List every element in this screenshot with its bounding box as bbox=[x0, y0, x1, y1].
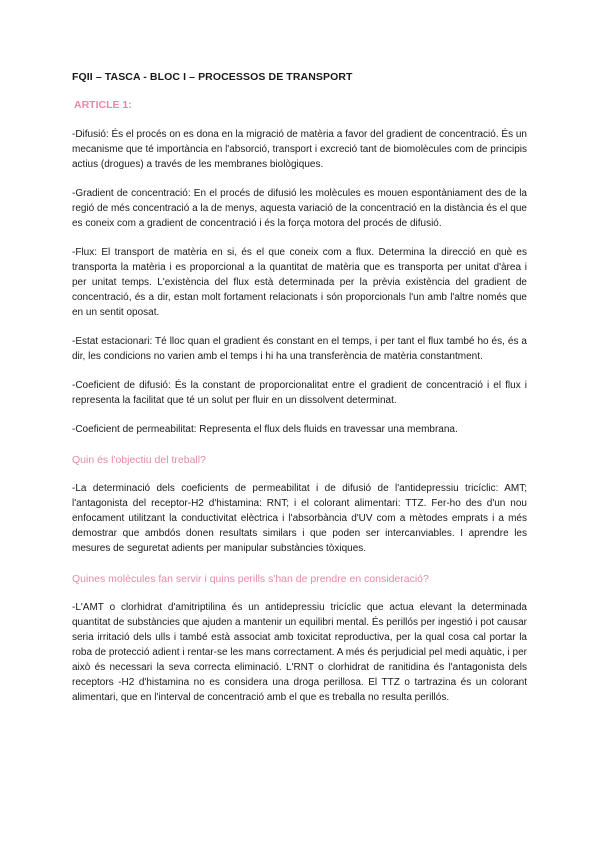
definition-estat-estacionari: -Estat estacionari: Té lloc quan el gradient és constant en el temps, i per tant el flux també ho és, és a dir, les condicions no varien amb el temps i hi ha una transferència de matèria constantment. bbox=[72, 336, 527, 362]
answer-objectiu: -La determinació dels coeficients de permeabilitat i de difusió de l'antidepressiu tricíclic: AMT; l'antagonista del receptor-H2 d'histamina: RNT; i el colorant alimentari: TTZ. Fer-ho des d'un nou enfocament utilitzant la conductivitat elèctrica i l'absorbància d'UV com a mètodes emprats i a més demostrar que ambdós donen resultats similars i que poden ser intercanviables. I aprendre les mesures de seguretat adients per manipular substàncies tòxiques. bbox=[72, 483, 527, 554]
question-molecules: Quines molècules fan servir i quins perills s'han de prendre en consideració? bbox=[72, 573, 429, 585]
definition-difusio: -Difusió: És el procés on es dona en la migració de matèria a favor del gradient de concentració. És un mecanisme que té importància en l'absorció, transport i excreció tant de biomolècules com de principis actius (drogues) a través de les membranes biològiques. bbox=[72, 129, 527, 170]
document-body bbox=[72, 70, 527, 705]
definition-gradient: -Gradient de concentració: En el procés de difusió les molècules es mouen espontàniament des de la regió de més concentració a la de menys, aquesta variació de la concentració en la distància és el que es coneix com a gradient de concentració i és la força motora del procés de difusió. bbox=[72, 188, 527, 229]
definition-flux: -Flux: El transport de matèria en si, és el que coneix com a flux. Determina la direcció en què es transporta la matèria i es proporcional a la quantitat de matèria que es transporta per unitat d'àrea i per unitat temps. L'existència del flux està determinada per la prèvia existència del gradient de concentració, és a dir, estan molt fortament relacionats i són proporcionals l'un amb l'altre només que en un sentit oposat. bbox=[72, 247, 527, 318]
definition-coeficient-permeabilitat: -Coeficient de permeabilitat: Representa el flux dels fluids en travessar una membrana. bbox=[72, 424, 458, 435]
document-title: FQII – TASCA - BLOC I – PROCESSOS DE TRANSPORT bbox=[72, 71, 353, 83]
question-objectiu: Quin és l'objectiu del treball? bbox=[72, 454, 206, 466]
answer-molecules: -L'AMT o clorhidrat d'amitriptilina és un antidepressiu tricíclic que actua elevant la determinada quantitat de substàncies que ajuden a mantenir un equilibri mental. És perillós per ingestió i pot causar seria irritació dels ulls i també està associat amb toxicitat reproductiva, per la qual cosa cal portar la roba de protecció adient i rentar-se les mans correctament. A més és perjudicial pel medi aquàtic, i per això és necessari la seva correcta eliminació. L'RNT o clorhidrat de ranitidina és l'antagonista dels receptors -H2 d'histamina no es considera una droga perillosa. El TTZ o tartrazina és un colorant alimentari, que en l'interval de concentració amb el que es treballa no resulta perillós. bbox=[72, 602, 527, 703]
definition-coeficient-difusio: -Coeficient de difusió: És la constant de proporcionalitat entre el gradient de concentració i el flux i representa la facilitat que té un solut per fluir en un dissolvent determinat. bbox=[72, 380, 527, 406]
article-heading: ARTICLE 1: bbox=[74, 99, 132, 111]
